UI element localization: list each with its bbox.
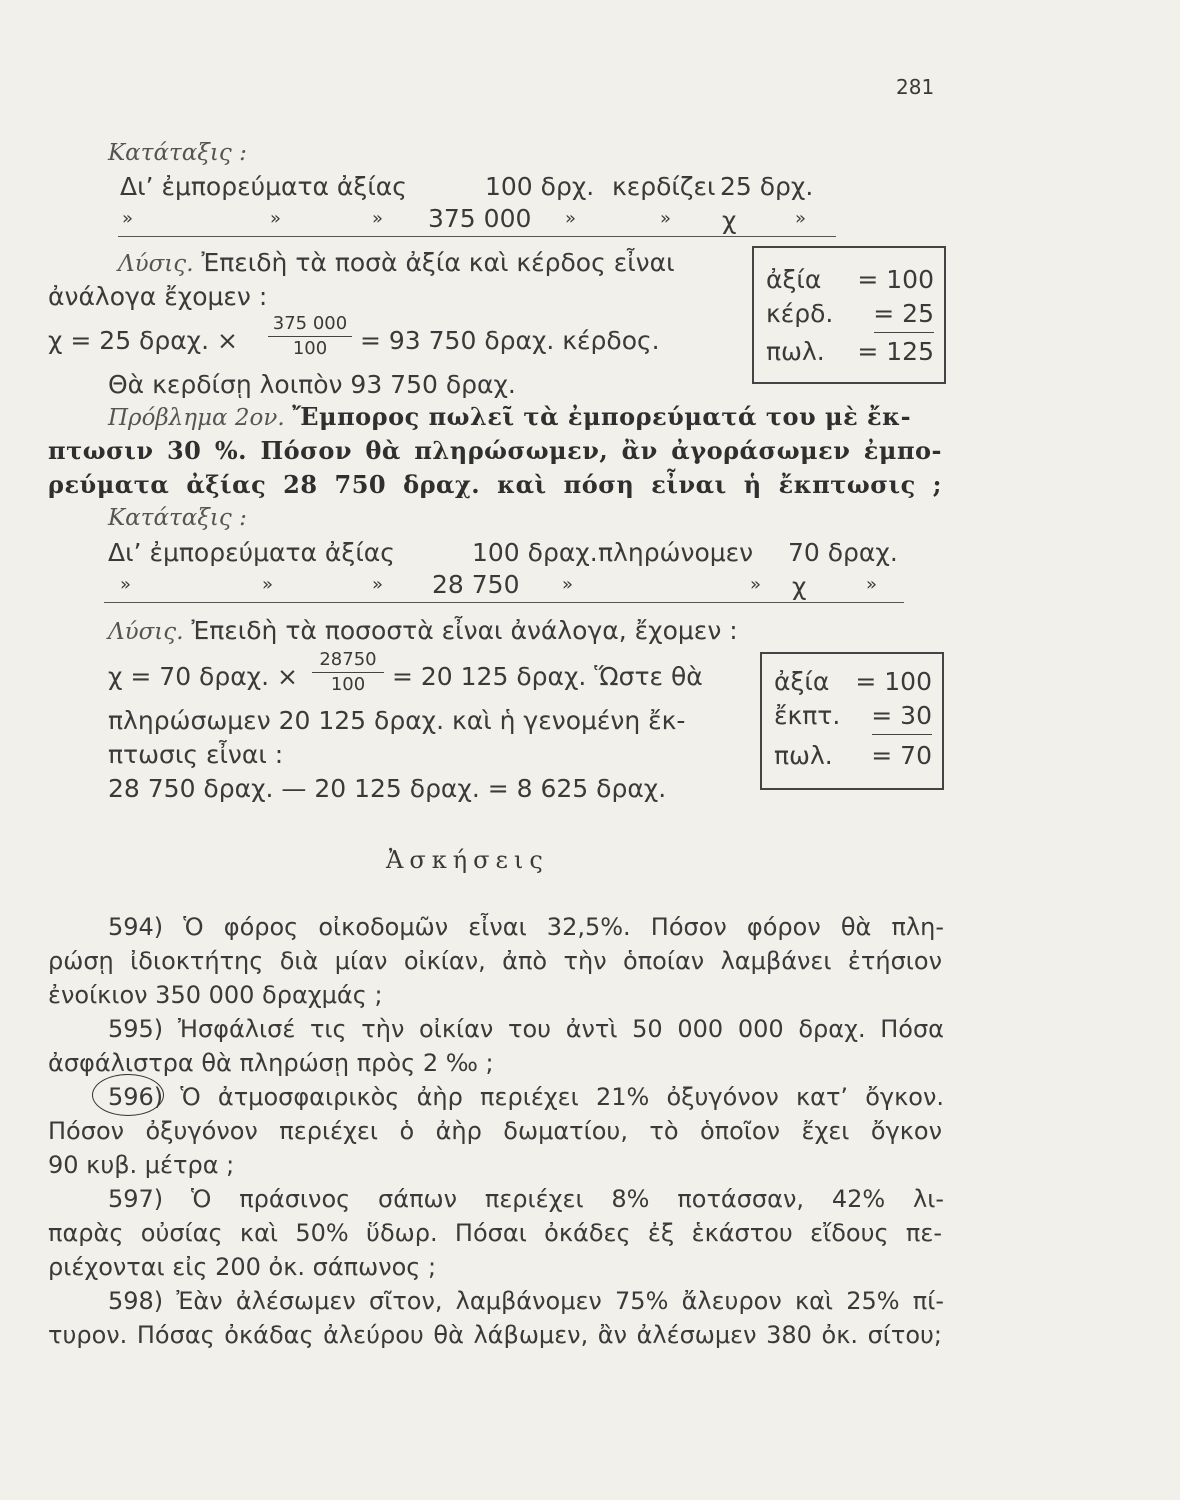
classification-2-row1-label: Δι’ ἐμπορεύματα ἀξίας (108, 538, 395, 567)
classification-2-rule (104, 602, 904, 603)
exercise-597-line2: παρὰς οὐσίας καὶ 50% ὕδωρ. Πόσαι ὀκάδες ἐξ ἑκάστου εἴδους πε- (48, 1219, 942, 1247)
problem-2-text: Ἔμπορος πωλεῖ τὰ ἐμπορεύματά του μὲ ἔκ- (292, 402, 912, 431)
box-label: κέρδ. (766, 299, 834, 328)
box-1-row (766, 336, 934, 368)
classification-2-row1-result: 70 δραχ. (788, 538, 898, 567)
box-value: = 70 (871, 741, 932, 770)
problem-2-lead: Πρόβλημα 2ον. (108, 405, 285, 431)
fraction-denominator: 100 (330, 674, 366, 695)
solution-1-line1 (118, 246, 675, 281)
exercise-598-line2: τυρον. Πόσας ὀκάδας ἀλεύρου θὰ λάβωμεν, ἂν ἀλέσωμεν 380 ὀκ. σίτου; (48, 1321, 942, 1349)
ditto-mark: » (750, 574, 762, 595)
solution-1-text: Ἐπειδὴ τὰ ποσὰ ἀξία καὶ κέρδος εἶναι (201, 248, 675, 277)
solution-1-eq-left: χ = 25 δραχ. × (48, 326, 238, 355)
solution-1-line2: ἀνάλογα ἔχομεν : (48, 282, 268, 311)
box-value: = 125 (857, 337, 934, 366)
box-1-row (766, 264, 934, 296)
box-label: ἔκπτ. (774, 701, 841, 730)
exercise-597-line1: 597) Ὁ πράσινος σάπων περιέχει 8% ποτάσσαν, 42% λι- (108, 1185, 944, 1213)
box-2-row (774, 666, 932, 698)
ditto-mark: » (562, 574, 574, 595)
box-label: ἀξία (774, 667, 830, 696)
exercise-594-line1: 594) Ὁ φόρος οἰκοδομῶν εἶναι 32,5%. Πόσον φόρον θὰ πλη- (108, 913, 944, 941)
unknown-x: χ (792, 572, 807, 601)
problem-2-line2: πτωσιν 30 %. Πόσον θὰ πληρώσωμεν, ἂν ἀγοράσωμεν ἐμπο- (48, 436, 942, 465)
solution-2-text: Ἐπειδὴ τὰ ποσοστὰ εἶναι ἀνάλογα, ἔχομεν : (191, 616, 738, 645)
box-2-row (774, 700, 932, 732)
box-2-row (774, 740, 932, 772)
classification-heading-2: Κατάταξις : (108, 505, 247, 531)
ditto-mark: » (866, 574, 878, 595)
problem-2-line1 (108, 400, 911, 435)
solution-2-fraction (312, 648, 384, 697)
solution-1-line4: Θὰ κερδίσῃ λοιπὸν 93 750 δραχ. (108, 370, 516, 399)
box-label: πωλ. (766, 337, 825, 366)
box-value: = 100 (855, 667, 932, 696)
exercise-594-line2: ρώσῃ ἰδιοκτήτης διὰ μίαν οἰκίαν, ἀπὸ τὴν ὁποίαν λαμβάνει ἐτήσιον (48, 947, 942, 975)
summary-box-2 (760, 652, 944, 790)
exercise-594-line3: ἐνοίκιον 350 000 δραχμάς ; (48, 981, 383, 1009)
ditto-mark: » (565, 208, 577, 229)
ditto-mark: » (270, 208, 282, 229)
ditto-mark: » (122, 208, 134, 229)
solution-1-lead: Λύσις. (118, 251, 194, 277)
ditto-mark: » (660, 208, 672, 229)
exercises-heading: Ἀσκήσεις (386, 846, 549, 874)
solution-2-line5: 28 750 δραχ. — 20 125 δραχ. = 8 625 δραχ. (108, 774, 667, 803)
solution-2-line4: πτωσις εἶναι : (108, 740, 284, 769)
exercise-595-line1: 595) Ἠσφάλισέ τις τὴν οἰκίαν του ἀντὶ 50 000 000 δραχ. Πόσα (108, 1015, 944, 1043)
classification-1-row1-result: 25 δρχ. (720, 172, 814, 201)
box-value: = 25 (873, 299, 934, 328)
exercise-596-line3: 90 κυβ. μέτρα ; (48, 1151, 235, 1179)
solution-2-line3: πληρώσωμεν 20 125 δραχ. καὶ ἡ γενομένη ἔκ- (108, 706, 686, 735)
exercise-595-line2: ἀσφάλιστρα θὰ πληρώσῃ πρὸς 2 ‰ ; (48, 1049, 494, 1077)
exercise-596-line1: 596) Ὁ ἀτμοσφαιρικὸς ἀὴρ περιέχει 21% ὀξυγόνον κατ’ ὄγκον. (108, 1083, 944, 1111)
unknown-x: χ (722, 206, 737, 235)
classification-1-rule (118, 236, 836, 237)
classification-2-row2-amount: 28 750 (432, 570, 520, 599)
ditto-mark: » (372, 208, 384, 229)
box-value: = 30 (871, 701, 932, 730)
fraction-numerator: 28750 (312, 648, 384, 673)
classification-2-row1-verb: πληρώνομεν (598, 538, 754, 567)
box-label: πωλ. (774, 741, 833, 770)
solution-2-line1 (108, 614, 738, 649)
box-label: ἀξία (766, 265, 822, 294)
classification-1-row1-label: Δι’ ἐμπορεύματα ἀξίας (120, 172, 407, 201)
exercise-597-line3: ριέχονται εἰς 200 ὀκ. σάπωνος ; (48, 1253, 437, 1281)
fraction-denominator: 100 (292, 338, 328, 359)
classification-1-row1-verb: κερδίζει (612, 172, 716, 201)
box-1-sum-rule (874, 332, 934, 333)
ditto-mark: » (262, 574, 274, 595)
classification-1-row2-amount: 375 000 (428, 204, 532, 233)
solution-1-fraction (268, 312, 352, 361)
summary-box-1 (752, 246, 946, 384)
classification-1-row1-amount: 100 δρχ. (485, 172, 595, 201)
box-value: = 100 (857, 265, 934, 294)
classification-heading-1: Κατάταξις : (108, 140, 247, 166)
solution-2-eq-right: = 20 125 δραχ. Ὥστε θὰ (392, 662, 703, 691)
solution-1-eq-right: = 93 750 δραχ. κέρδος. (360, 326, 660, 355)
page-number: 281 (896, 75, 935, 99)
ditto-mark: » (120, 574, 132, 595)
classification-2-row1-amount: 100 δραχ. (472, 538, 598, 567)
ditto-mark: » (795, 208, 807, 229)
fraction-numerator: 375 000 (268, 312, 352, 337)
exercise-598-line1: 598) Ἐὰν ἀλέσωμεν σῖτον, λαμβάνομεν 75% ἄλευρον καὶ 25% πί- (108, 1287, 944, 1315)
ditto-mark: » (372, 574, 384, 595)
solution-2-lead: Λύσις. (108, 619, 184, 645)
exercise-596-line2: Πόσον ὀξυγόνον περιέχει ὁ ἀὴρ δωματίου, τὸ ὁποῖον ἔχει ὄγκον (48, 1117, 942, 1145)
problem-2-line3: ρεύματα ἀξίας 28 750 δραχ. καὶ πόση εἶναι ἡ ἔκπτωσις ; (48, 470, 942, 499)
solution-2-eq-left: χ = 70 δραχ. × (108, 662, 298, 691)
box-2-sum-rule (872, 734, 932, 735)
box-1-row (766, 298, 934, 330)
